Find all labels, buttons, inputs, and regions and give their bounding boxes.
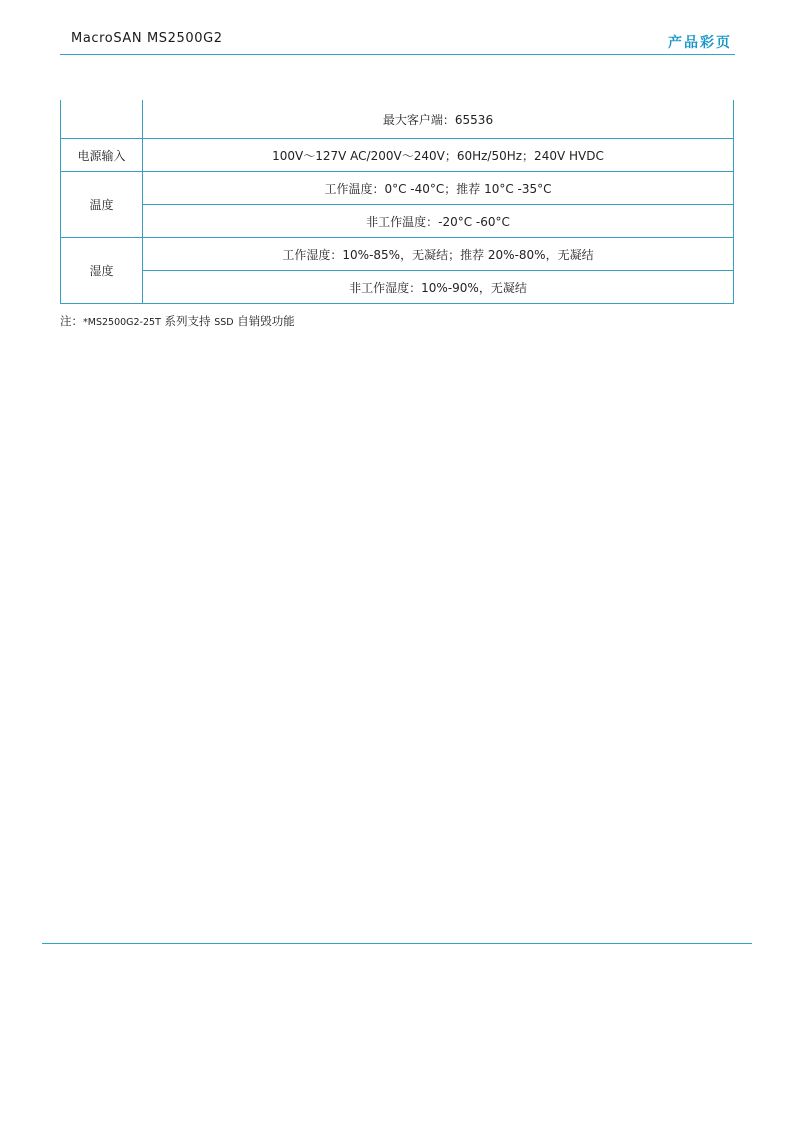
operating-humidity-value: 工作湿度：10%-85%，无凝结；推荐 20%-80%，无凝结 [143,238,734,271]
non-operating-humidity-value: 非工作湿度：10%-90%，无凝结 [143,271,734,304]
row-label-power-input: 电源输入 [61,139,143,172]
footnote-ssd: SSD [214,317,234,328]
spec-table [60,100,734,304]
row-label-temperature: 温度 [61,172,143,238]
footnote [60,313,295,329]
row-label-empty [61,100,143,139]
header-divider [60,54,735,55]
non-operating-temperature-value: 非工作温度：-20°C -60°C [143,205,734,238]
header-section-title: 产品彩页 [668,35,732,51]
table-row [61,238,734,271]
table-row [61,271,734,304]
footnote-text-a: 系列支持 [160,314,215,328]
header-product-name: MacroSAN MS2500G2 [71,31,223,46]
table-row [61,205,734,238]
max-clients-value: 最大客户端：65536 [143,100,734,139]
power-input-value: 100V～127V AC/200V～240V；60Hz/50Hz；240V HVDC [143,139,734,172]
footnote-prefix: 注： [60,314,83,328]
footer-divider [42,943,752,944]
footnote-text-b: 自销毁功能 [233,314,295,328]
table-row [61,100,734,139]
table-row [61,172,734,205]
row-label-humidity: 湿度 [61,238,143,304]
table-row [61,139,734,172]
footnote-model: *MS2500G2-25T [83,317,161,328]
operating-temperature-value: 工作温度：0°C -40°C；推荐 10°C -35°C [143,172,734,205]
